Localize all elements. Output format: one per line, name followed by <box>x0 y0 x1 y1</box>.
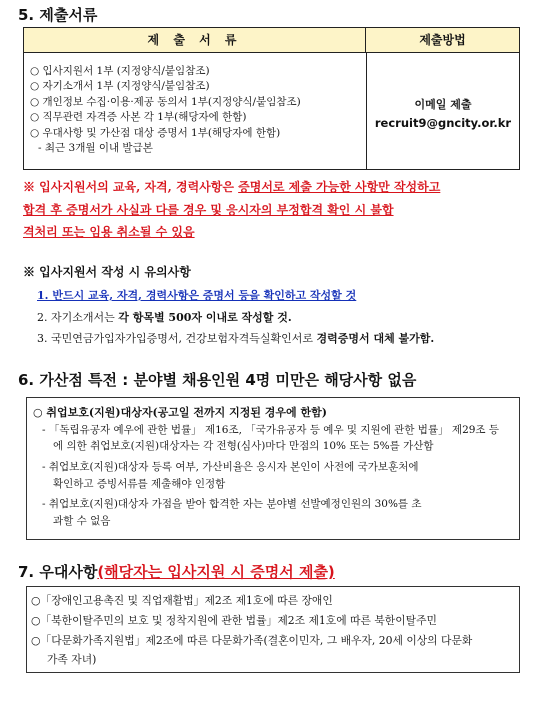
preference-line: ○「북한이탈주민의 보호 및 정착지원에 관한 법률」제2조 제1호에 따른 북한이탈주민 <box>31 614 437 627</box>
bonus-head: ○ 취업보호(지원)대상자(공고일 전까지 지정된 경우에 한함) <box>33 406 327 419</box>
section7-title <box>18 561 335 582</box>
bonus-line: 확인하고 증빙서류를 제출해야 인정함 <box>53 478 226 490</box>
documents-table <box>23 27 520 170</box>
documents-list <box>30 64 301 156</box>
note-item-3 <box>37 330 434 346</box>
note-item-3-a: 3. 국민연금가입자가입증명서, 건강보험자격득실확인서로 <box>37 332 317 345</box>
method-column-header: 제출방법 <box>366 28 519 53</box>
bonus-line: 과할 수 없음 <box>53 515 111 527</box>
warning-notice <box>23 176 515 244</box>
bonus-points-box <box>26 397 520 540</box>
notes-title: ※ 입사지원서 작성 시 유의사항 <box>23 265 191 279</box>
submission-method-cell <box>367 53 519 169</box>
preference-line: ○「장애인고용촉진 및 직업재활법」제2조 제1호에 따른 장애인 <box>31 594 333 607</box>
bonus-line: - 「독립유공자 예우에 관한 법률」 제16조, 「국가유공자 등 예우 및 지원에 관한 법률」 제29조 등 <box>42 424 500 436</box>
preference-box <box>26 586 520 673</box>
warning-line2: 합격 후 증명서가 사실과 다를 경우 및 응시자의 부정합격 확인 시 불합 <box>23 202 394 217</box>
note-item-2 <box>37 309 292 325</box>
section7-title-text: 7. 우대사항 <box>18 563 98 581</box>
method-label: 이메일 제출 <box>414 98 472 111</box>
section7-title-note: (해당자는 입사지원 시 증명서 제출) <box>97 563 335 581</box>
bonus-line: 에 의한 취업보호(지원)대상자는 각 전형(심사)마다 만점의 10% 또는 5%를 가산함 <box>53 440 434 452</box>
section5-title: 5. 제출서류 <box>18 6 98 24</box>
note-item-1: 1. 반드시 교육, 자격, 경력사항은 증명서 등을 확인하고 작성할 것 <box>37 289 357 302</box>
document-item: ○ 자기소개서 1부 (지정양식/붙임참조) <box>30 80 210 93</box>
document-item-note: - 최근 3개월 이내 발급본 <box>38 142 153 155</box>
preference-line: 가족 자녀) <box>47 653 97 666</box>
document-item: ○ 개인정보 수집·이용·제공 동의서 1부(지정양식/붙임참조) <box>30 95 301 108</box>
warning-line1-b: 증명서로 제출 가능한 사항만 작성하고 <box>238 180 441 194</box>
warning-line3: 격처리 또는 임용 취소될 수 있음 <box>23 225 195 239</box>
note-item-2-a: 2. 자기소개서는 <box>37 311 119 324</box>
bonus-line: - 취업보호(지원)대상자 등록 여부, 가산비율은 응시자 본인이 사전에 국가보훈처에 <box>42 461 419 473</box>
document-item: ○ 직무관련 자격증 사본 각 1부(해당자에 한함) <box>30 111 247 124</box>
preference-line: ○「다문화가족지원법」제2조에 따른 다문화가족(결혼이민자, 그 배우자, 20세 이상의 다문화 <box>31 634 473 647</box>
note-item-2-b: 각 항목별 500자 이내로 작성할 것. <box>118 311 292 324</box>
method-email: recruit9@gncity.or.kr <box>374 116 512 130</box>
note-item-3-b: 경력증명서 대체 불가함. <box>316 332 435 345</box>
warning-line1-a: ※ 입사지원서의 교육, 자격, 경력사항은 <box>23 180 239 194</box>
document-item: ○ 우대사항 및 가산점 대상 증명서 1부(해당자에 한함) <box>30 126 281 139</box>
docs-column-header: 제 출 서 류 <box>24 28 366 53</box>
document-item: ○ 입사지원서 1부 (지정양식/붙임참조) <box>30 65 210 77</box>
bonus-line: - 취업보호(지원)대상자 가점을 받아 합격한 자는 분야별 선발예정인원의 30%를 초 <box>42 498 422 510</box>
section6-title: 6. 가산점 특전 : 분야별 채용인원 4명 미만은 해당사항 없음 <box>18 371 417 389</box>
